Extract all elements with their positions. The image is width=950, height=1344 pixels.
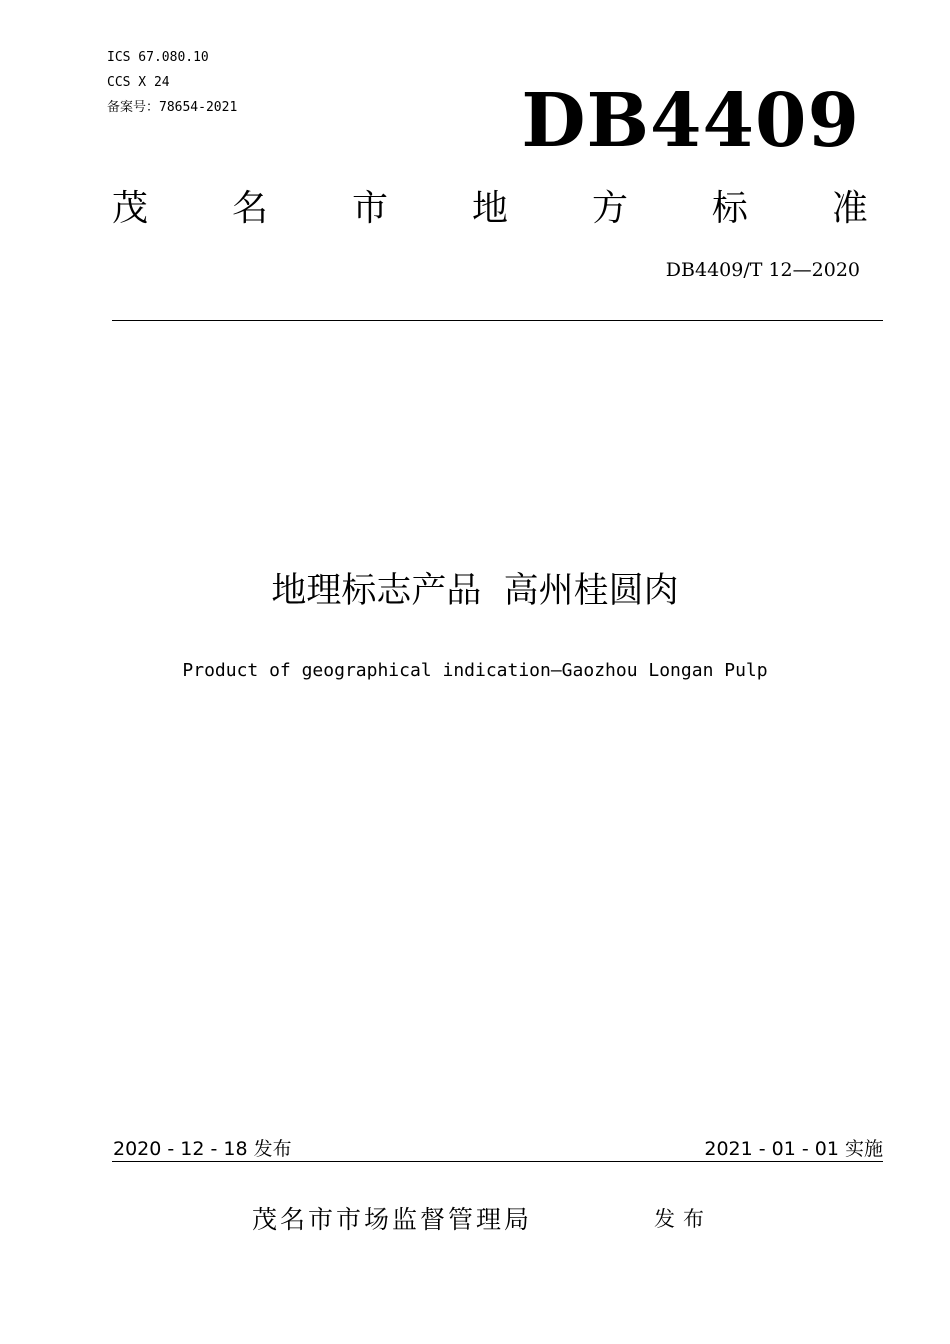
header-divider	[112, 320, 883, 321]
standard-type-char: 市	[351, 188, 388, 229]
title-chinese: 地理标志产品 高州桂圆肉	[271, 571, 679, 611]
issuer-name: 茂名市市场监督管理局	[252, 1205, 533, 1234]
standard-type-char: 地	[471, 188, 508, 229]
standard-number: DB4409/T 12—2020	[665, 259, 860, 281]
implementation-date: 2021 - 01 - 01 实施	[704, 1138, 883, 1160]
title-english: Product of geographical indication—Gaozhou Longan Pulp	[182, 660, 768, 681]
standard-type-char: 茂	[112, 188, 149, 229]
record-number: 备案号：78654-2021	[107, 100, 238, 115]
standard-type-char: 标	[711, 188, 748, 229]
standard-type-char: 准	[831, 188, 868, 229]
ccs-code: CCS X 24	[107, 75, 170, 90]
standard-type-heading	[112, 184, 868, 234]
footer-divider	[112, 1161, 883, 1162]
issuer-action: 发布	[654, 1207, 712, 1231]
issue-date: 2020 - 12 - 18 发布	[113, 1138, 292, 1160]
standard-code-large: DB4409	[521, 78, 860, 164]
standard-type-char: 名	[231, 188, 268, 229]
standard-type-char: 方	[591, 188, 628, 229]
ics-code: ICS 67.080.10	[107, 50, 209, 65]
